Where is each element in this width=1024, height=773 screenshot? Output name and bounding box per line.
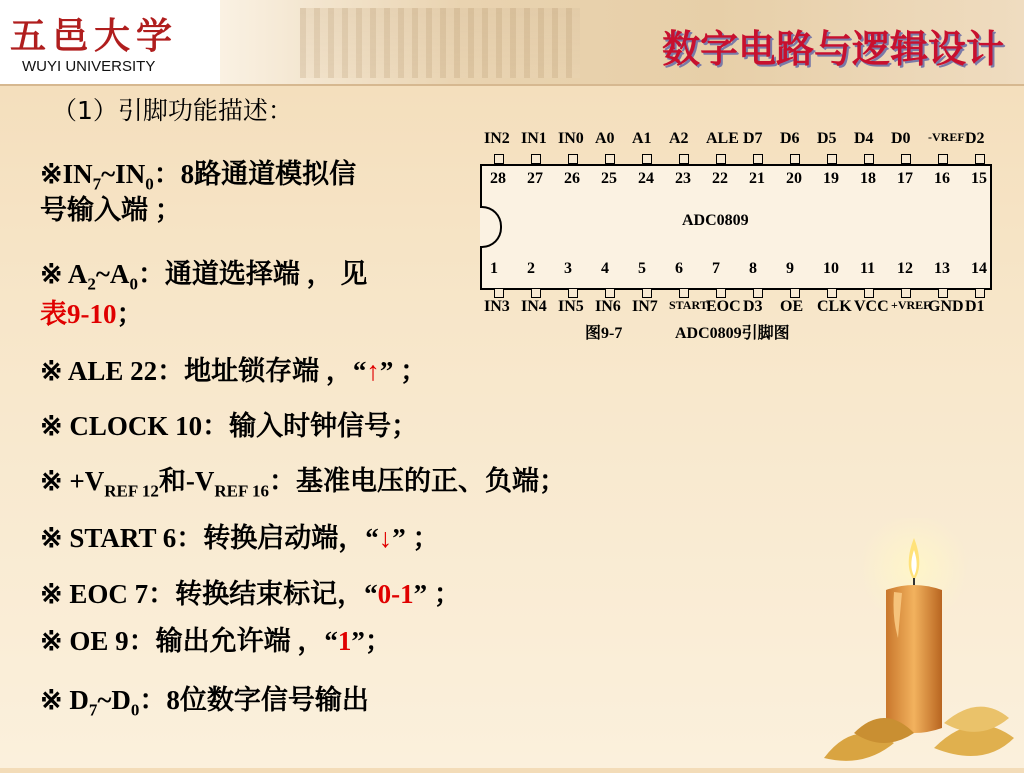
pin-label-bottom: START bbox=[669, 298, 708, 312]
text: ※ EOC 7：转换结束标记，“ bbox=[40, 579, 378, 609]
pin-tick bbox=[642, 288, 652, 298]
text: ”； bbox=[351, 626, 392, 656]
pin-desc-ale bbox=[40, 355, 427, 387]
table-ref-prefix: 表 bbox=[40, 299, 67, 329]
pin-label-bottom: GND bbox=[928, 298, 964, 315]
pin-number-bottom: 2 bbox=[527, 260, 535, 277]
pin-number-top: 24 bbox=[638, 170, 654, 187]
text: ~IN bbox=[101, 159, 146, 189]
text: ：基准电压的正、负端； bbox=[269, 466, 567, 496]
figure-number: 图9-7 bbox=[585, 325, 623, 342]
pin-tick bbox=[605, 288, 615, 298]
pin-label-top: D6 bbox=[780, 130, 800, 147]
pin-number-bottom: 14 bbox=[971, 260, 987, 277]
pin-tick bbox=[679, 288, 689, 298]
logo-chinese-text: 五邑大学 bbox=[10, 15, 179, 57]
pin-label-top: IN1 bbox=[521, 130, 547, 147]
pin-tick bbox=[938, 154, 948, 164]
pin-tick bbox=[494, 288, 504, 298]
pin-number-top: 28 bbox=[490, 170, 506, 187]
pin-number-bottom: 5 bbox=[638, 260, 646, 277]
text: ※ D bbox=[40, 685, 89, 715]
pin-label-bottom: CLK bbox=[817, 298, 852, 315]
text: ：8路通道模拟信 bbox=[153, 159, 357, 189]
candle-icon bbox=[814, 518, 1024, 768]
text: ” ； bbox=[379, 356, 428, 386]
pin-label-bottom: D3 bbox=[743, 298, 763, 315]
subscript: REF 12 bbox=[104, 481, 159, 501]
pin-tick bbox=[901, 154, 911, 164]
pin-tick bbox=[864, 154, 874, 164]
pin-tick bbox=[790, 288, 800, 298]
pin-label-top: D7 bbox=[743, 130, 763, 147]
pin-tick bbox=[901, 288, 911, 298]
pin-number-top: 27 bbox=[527, 170, 543, 187]
pin-desc-addr-cont bbox=[40, 298, 144, 330]
pin-tick bbox=[568, 154, 578, 164]
up-arrow-icon: ↑ bbox=[366, 356, 380, 386]
pin-desc-addr bbox=[40, 258, 367, 295]
figure-caption: ADC0809引脚图 bbox=[675, 325, 790, 342]
pin-number-bottom: 9 bbox=[786, 260, 794, 277]
text: ~D bbox=[97, 685, 131, 715]
pin-number-top: 18 bbox=[860, 170, 876, 187]
pin-desc-start bbox=[40, 522, 439, 554]
pin-tick bbox=[975, 154, 985, 164]
section-heading: （1）引脚功能描述： bbox=[52, 96, 293, 125]
pin-number-top: 19 bbox=[823, 170, 839, 187]
pin-label-bottom: VCC bbox=[854, 298, 889, 315]
chip-name: ADC0809 bbox=[682, 212, 749, 229]
text: ~A bbox=[95, 259, 130, 289]
pin-number-top: 17 bbox=[897, 170, 913, 187]
pin-tick bbox=[975, 288, 985, 298]
pin-label-top: D2 bbox=[965, 130, 985, 147]
text: ” ； bbox=[413, 579, 461, 609]
university-logo bbox=[0, 0, 220, 84]
oe-value: 1 bbox=[337, 626, 352, 656]
subscript: 0 bbox=[129, 274, 138, 294]
pin-tick bbox=[568, 288, 578, 298]
pin-tick bbox=[531, 154, 541, 164]
pin-tick bbox=[753, 154, 763, 164]
campus-building-image bbox=[300, 8, 580, 78]
pin-tick bbox=[827, 288, 837, 298]
subscript: 0 bbox=[130, 700, 140, 720]
pin-tick bbox=[531, 288, 541, 298]
pin-label-top: A1 bbox=[632, 130, 652, 147]
pin-desc-clock: ※ CLOCK 10：输入时钟信号； bbox=[40, 411, 419, 441]
pin-label-bottom: IN5 bbox=[558, 298, 584, 315]
pin-number-bottom: 10 bbox=[823, 260, 839, 277]
pin-desc-data bbox=[40, 684, 369, 721]
subscript: 0 bbox=[145, 174, 154, 194]
pin-number-bottom: 6 bbox=[675, 260, 683, 277]
pin-number-bottom: 13 bbox=[934, 260, 950, 277]
pin-tick bbox=[679, 154, 689, 164]
pin-label-bottom: IN7 bbox=[632, 298, 658, 315]
down-arrow-icon: ↓ bbox=[378, 523, 393, 553]
pin-desc-in-cont: 号输入端 ； bbox=[40, 195, 182, 225]
pin-tick bbox=[494, 154, 504, 164]
text: ； bbox=[116, 299, 144, 329]
subscript: 7 bbox=[88, 700, 98, 720]
pin-label-top: A2 bbox=[669, 130, 689, 147]
pin-number-top: 25 bbox=[601, 170, 617, 187]
pin-label-bottom: IN3 bbox=[484, 298, 510, 315]
chip-body bbox=[480, 164, 992, 290]
pin-tick bbox=[716, 288, 726, 298]
pin-tick bbox=[864, 288, 874, 298]
pin-number-top: 22 bbox=[712, 170, 728, 187]
pin-number-bottom: 11 bbox=[860, 260, 876, 277]
table-ref: 9-10 bbox=[67, 299, 117, 329]
text: 和-V bbox=[158, 466, 215, 496]
pin-tick bbox=[753, 288, 763, 298]
pin-number-bottom: 7 bbox=[712, 260, 720, 277]
pin-number-top: 20 bbox=[786, 170, 802, 187]
pin-label-bottom: EOC bbox=[706, 298, 741, 315]
pin-desc-vref bbox=[40, 465, 566, 502]
adc0809-pin-diagram bbox=[470, 128, 1000, 348]
chip-notch bbox=[480, 206, 502, 248]
pin-tick bbox=[716, 154, 726, 164]
text: ※IN bbox=[40, 159, 93, 189]
pin-label-top: A0 bbox=[595, 130, 615, 147]
pin-number-top: 26 bbox=[564, 170, 580, 187]
subscript: 7 bbox=[92, 174, 102, 194]
pin-label-top: D4 bbox=[854, 130, 874, 147]
pin-number-bottom: 4 bbox=[601, 260, 609, 277]
pin-desc-in bbox=[40, 158, 356, 195]
pin-label-bottom: IN4 bbox=[521, 298, 547, 315]
pin-desc-eoc bbox=[40, 578, 461, 610]
pin-number-bottom: 12 bbox=[897, 260, 913, 277]
pin-tick bbox=[642, 154, 652, 164]
pin-number-bottom: 3 bbox=[564, 260, 572, 277]
pin-number-bottom: 1 bbox=[490, 260, 498, 277]
text: ※ ALE 22：地址锁存端 ，“ bbox=[40, 356, 367, 386]
pin-tick bbox=[790, 154, 800, 164]
pin-tick bbox=[605, 154, 615, 164]
logo-english-text: WUYI UNIVERSITY bbox=[22, 58, 156, 75]
subscript: REF 16 bbox=[214, 481, 270, 501]
text: ※ OE 9：输出允许端 ，“ bbox=[40, 626, 338, 656]
text: ：8位数字信号输出 bbox=[139, 685, 369, 715]
text: ※ START 6：转换启动端，“ bbox=[40, 523, 379, 553]
pin-label-bottom: OE bbox=[780, 298, 804, 315]
candle-decoration bbox=[814, 518, 1024, 768]
pin-label-bottom: IN6 bbox=[595, 298, 621, 315]
pin-number-top: 23 bbox=[675, 170, 691, 187]
pin-tick bbox=[938, 288, 948, 298]
course-title: 数字电路与逻辑设计 bbox=[661, 27, 1004, 71]
pin-label-top: -VREF bbox=[928, 130, 965, 144]
pin-label-top: D0 bbox=[891, 130, 911, 147]
slide-header bbox=[0, 0, 1024, 86]
pin-number-top: 15 bbox=[971, 170, 987, 187]
eoc-value: 0-1 bbox=[377, 579, 414, 609]
pin-number-top: 21 bbox=[749, 170, 765, 187]
text: ” ； bbox=[392, 523, 440, 553]
text: ※ +V bbox=[40, 466, 105, 496]
pin-label-bottom: D1 bbox=[965, 298, 985, 315]
pin-number-top: 16 bbox=[934, 170, 950, 187]
text: ：通道选择端 ， 见 bbox=[137, 259, 368, 289]
pin-label-top: IN0 bbox=[558, 130, 584, 147]
pin-label-bottom: +VREF bbox=[891, 298, 931, 312]
subscript: 2 bbox=[87, 274, 96, 294]
pin-label-top: D5 bbox=[817, 130, 837, 147]
pin-label-top: IN2 bbox=[484, 130, 510, 147]
pin-number-bottom: 8 bbox=[749, 260, 757, 277]
pin-tick bbox=[827, 154, 837, 164]
pin-desc-oe bbox=[40, 625, 392, 657]
pin-label-top: ALE bbox=[706, 130, 739, 147]
text: ※ A bbox=[40, 259, 88, 289]
